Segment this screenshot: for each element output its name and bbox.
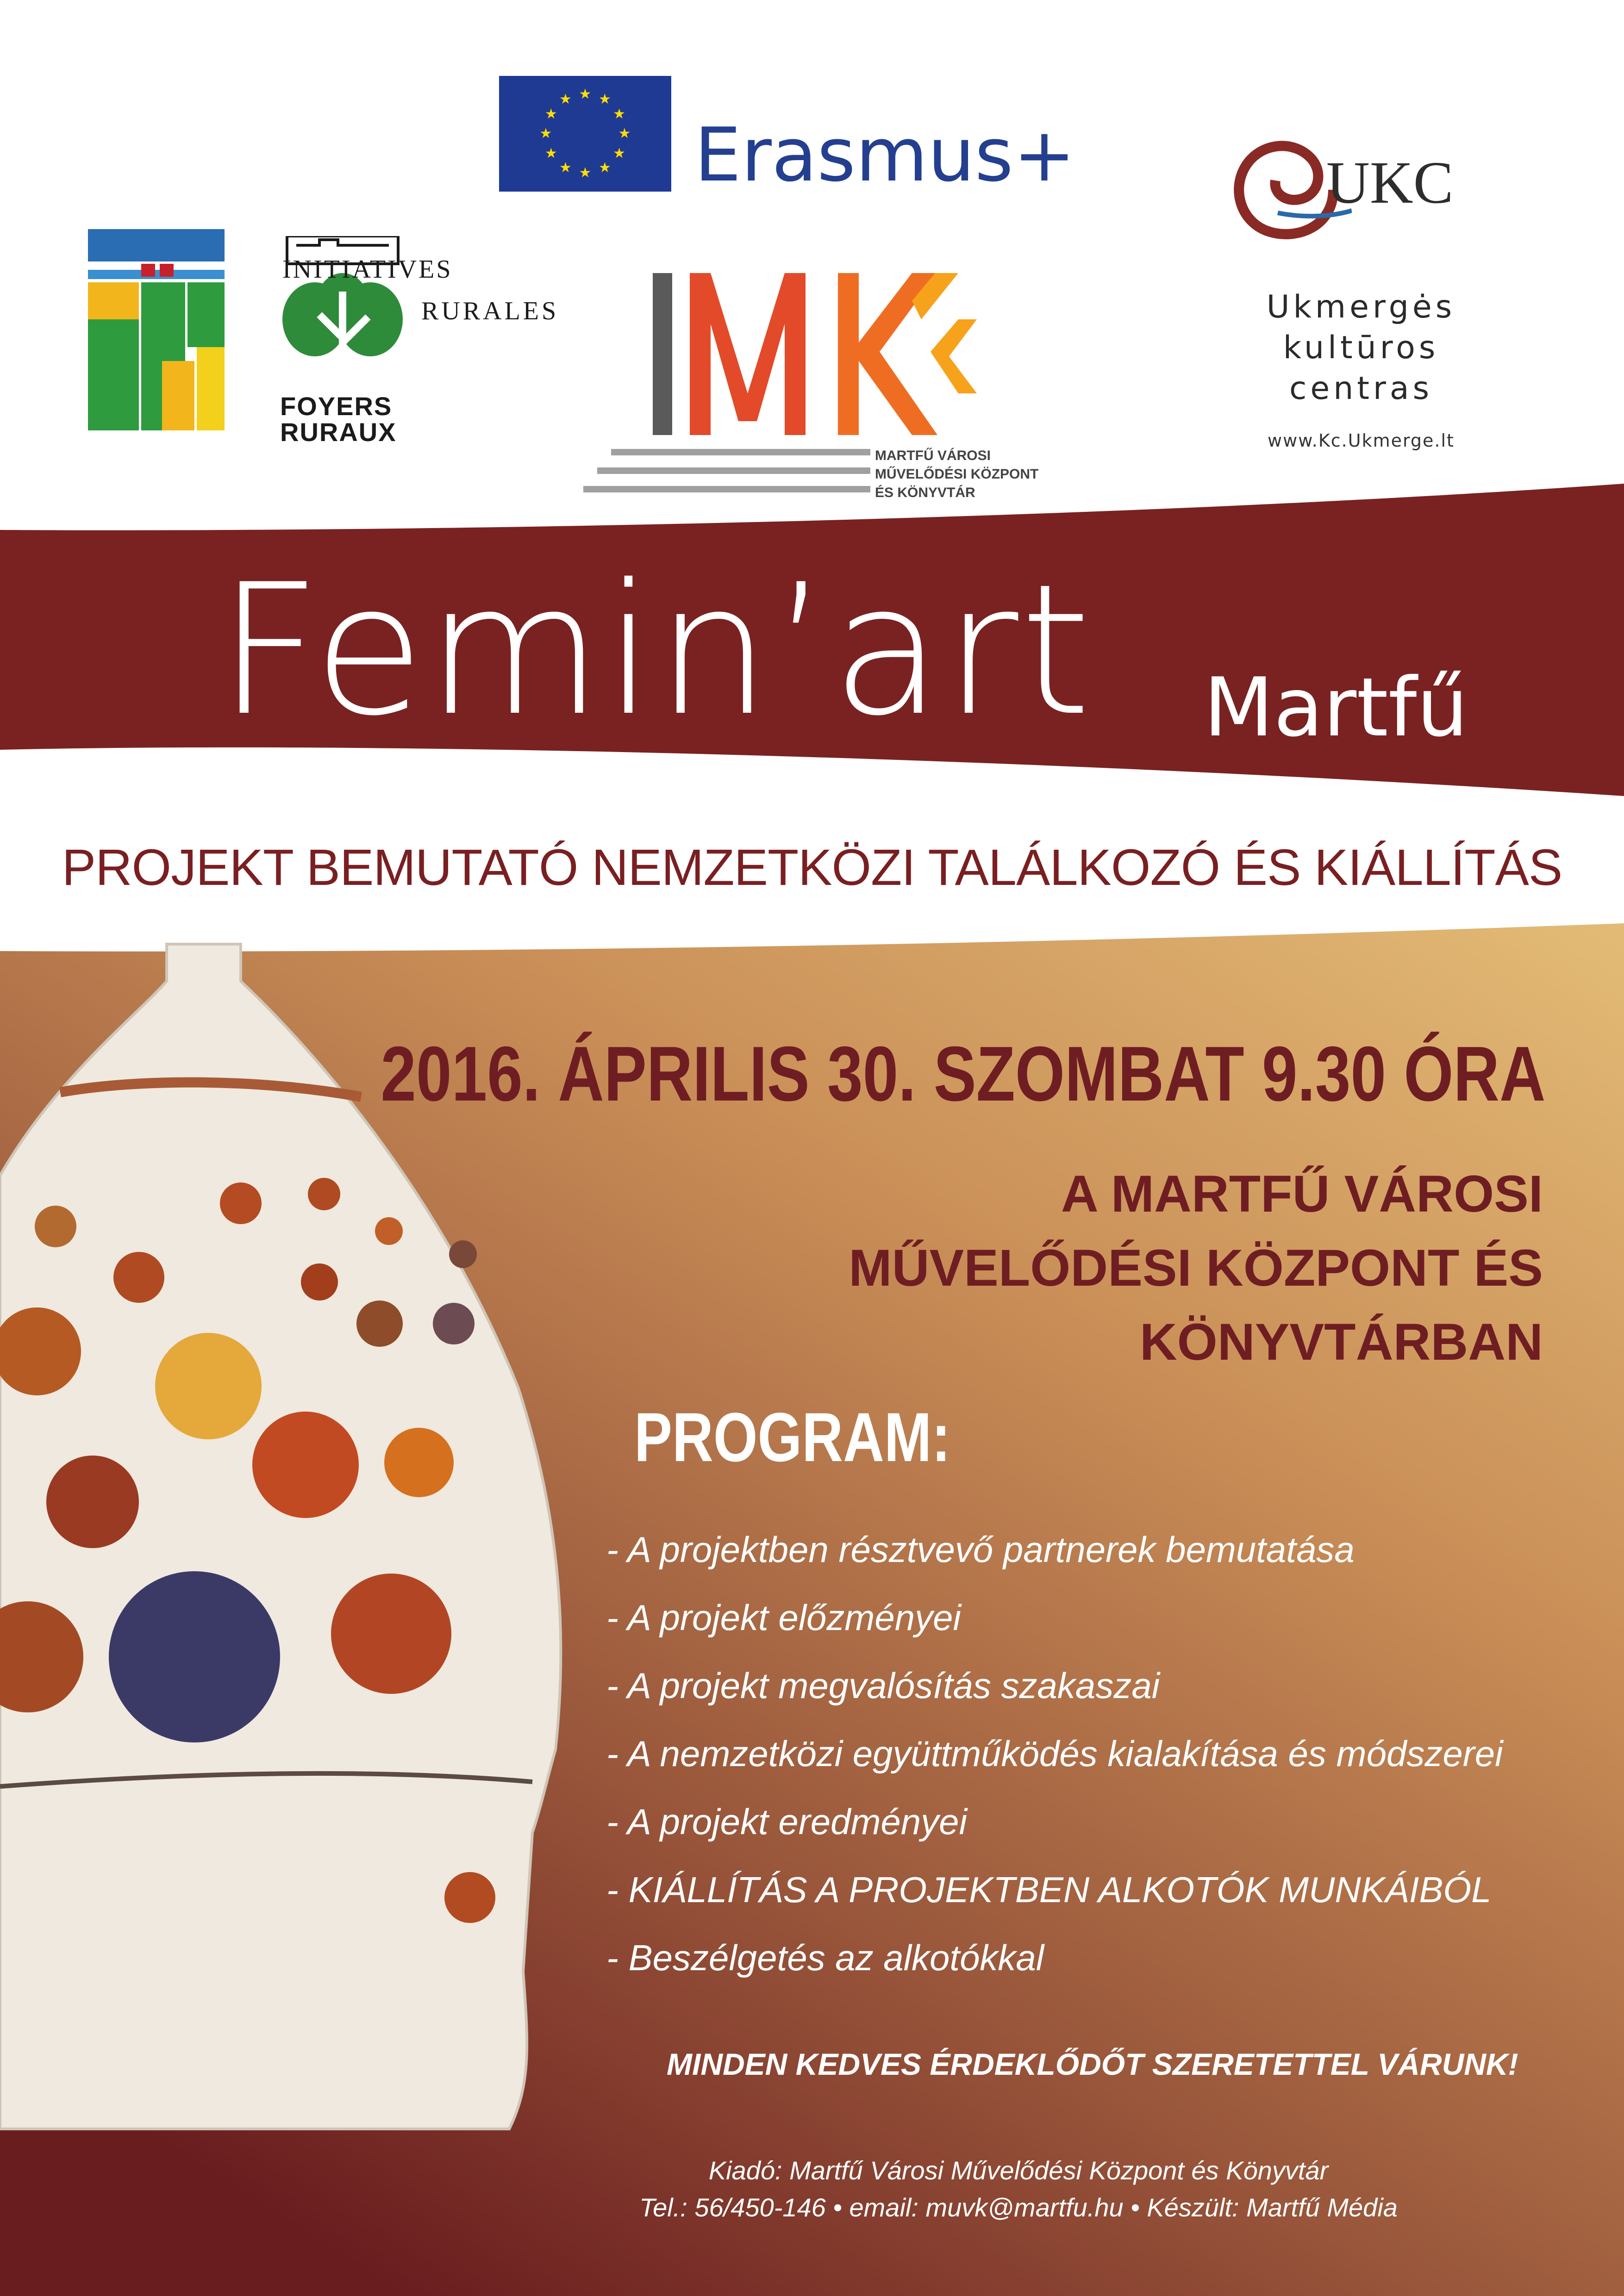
event-subtitle: PROJEKT BEMUTATÓ NEMZETKÖZI TALÁLKOZÓ ÉS KIÁLLÍTÁS	[62, 839, 1562, 896]
program-item: - A projektben résztvevő partnerek bemutatása	[606, 1529, 1355, 1570]
rurales-text: RURALES	[421, 297, 559, 325]
event-venue	[710, 1157, 1543, 1379]
program-item: - A projekt előzményei	[606, 1597, 961, 1638]
erasmus-plus-logo-text: Erasmus+	[694, 112, 1075, 198]
footer-publisher: Kiadó: Martfű Városi Művelődési Központ és Könyvtár	[708, 2156, 1329, 2185]
mvk-sub-line: ÉS KÖNYVTÁR	[875, 485, 975, 500]
ukc-logo	[1222, 120, 1481, 463]
eu-star-icon: ★	[544, 106, 557, 122]
ukc-url: www.Kc.Ukmerge.lt	[1268, 430, 1455, 451]
eu-star-icon: ★	[539, 126, 552, 141]
ukc-name-line: centras	[1289, 370, 1433, 407]
eu-star-icon: ★	[599, 92, 611, 107]
eu-star-icon: ★	[613, 145, 626, 161]
ruraux-line: RURAUX	[280, 417, 397, 447]
mvk-line-2	[597, 467, 870, 474]
mvk-line-3	[583, 486, 870, 492]
event-city: Martfű	[1204, 661, 1468, 755]
ukc-name	[1250, 287, 1472, 409]
eu-star-icon: ★	[579, 87, 592, 102]
mvk-logo	[583, 273, 1046, 514]
venue-line: KÖNYVTÁRBAN	[1139, 1313, 1543, 1371]
program-item: - A nemzetközi együttműködés kialakítása és módszerei	[606, 1733, 1503, 1774]
program-item: - A projekt eredményei	[606, 1801, 967, 1842]
event-date: 2016. ÁPRILIS 30. SZOMBAT 9.30 ÓRA	[380, 1030, 1545, 1117]
foyers-line: FOYERS	[280, 392, 393, 421]
eu-star-icon: ★	[544, 145, 557, 161]
eu-star-icon: ★	[618, 126, 631, 141]
ukc-letters: UKC	[1326, 149, 1454, 216]
eu-star-icon: ★	[613, 106, 626, 122]
foyers-ruraux-text	[280, 393, 397, 445]
initiatives-text: INITIATIVES	[282, 255, 453, 284]
mvk-sub-line: MARTFŰ VÁROSI	[875, 448, 991, 463]
footer	[463, 2152, 1574, 2226]
program-heading: PROGRAM:	[634, 1398, 951, 1476]
foyers-ruraux-color-logo	[86, 227, 227, 435]
eu-flag-icon	[499, 76, 671, 192]
mvk-line-1	[611, 449, 870, 455]
eu-star-icon: ★	[559, 92, 572, 107]
initiatives-rurales-logo	[278, 227, 574, 447]
eu-star-icon: ★	[599, 160, 611, 175]
program-item: - KIÁLLÍTÁS A PROJEKTBEN ALKOTÓK MUNKÁIBÓL	[606, 1869, 1492, 1910]
event-title: Femin’art	[218, 545, 1093, 755]
venue-line: MŰVELŐDÉSI KÖZPONT ÉS	[849, 1239, 1543, 1297]
footer-contact: Tel.: 56/450-146 • email: muvk@martfu.hu • Készült: Martfű Média	[639, 2193, 1398, 2222]
mvk-mark-icon	[653, 273, 1069, 440]
program-item: - A projekt megvalósítás szakaszai	[606, 1665, 1160, 1706]
invitation-text: MINDEN KEDVES ÉRDEKLŐDŐT SZERETETTEL VÁRUNK!	[667, 2047, 1518, 2081]
mvk-subtitle	[875, 447, 1038, 502]
ukc-name-line: kultūros	[1283, 330, 1439, 366]
program-item: - Beszélgetés az alkotókkal	[606, 1937, 1044, 1978]
mvk-sub-line: MŰVELŐDÉSI KÖZPONT	[875, 467, 1039, 482]
eu-star-icon: ★	[559, 160, 572, 175]
ukc-name-line: Ukmergės	[1266, 289, 1456, 325]
program-list	[606, 1516, 1503, 1992]
eu-star-icon: ★	[579, 165, 592, 180]
venue-line: A MARTFŰ VÁROSI	[1061, 1165, 1543, 1223]
